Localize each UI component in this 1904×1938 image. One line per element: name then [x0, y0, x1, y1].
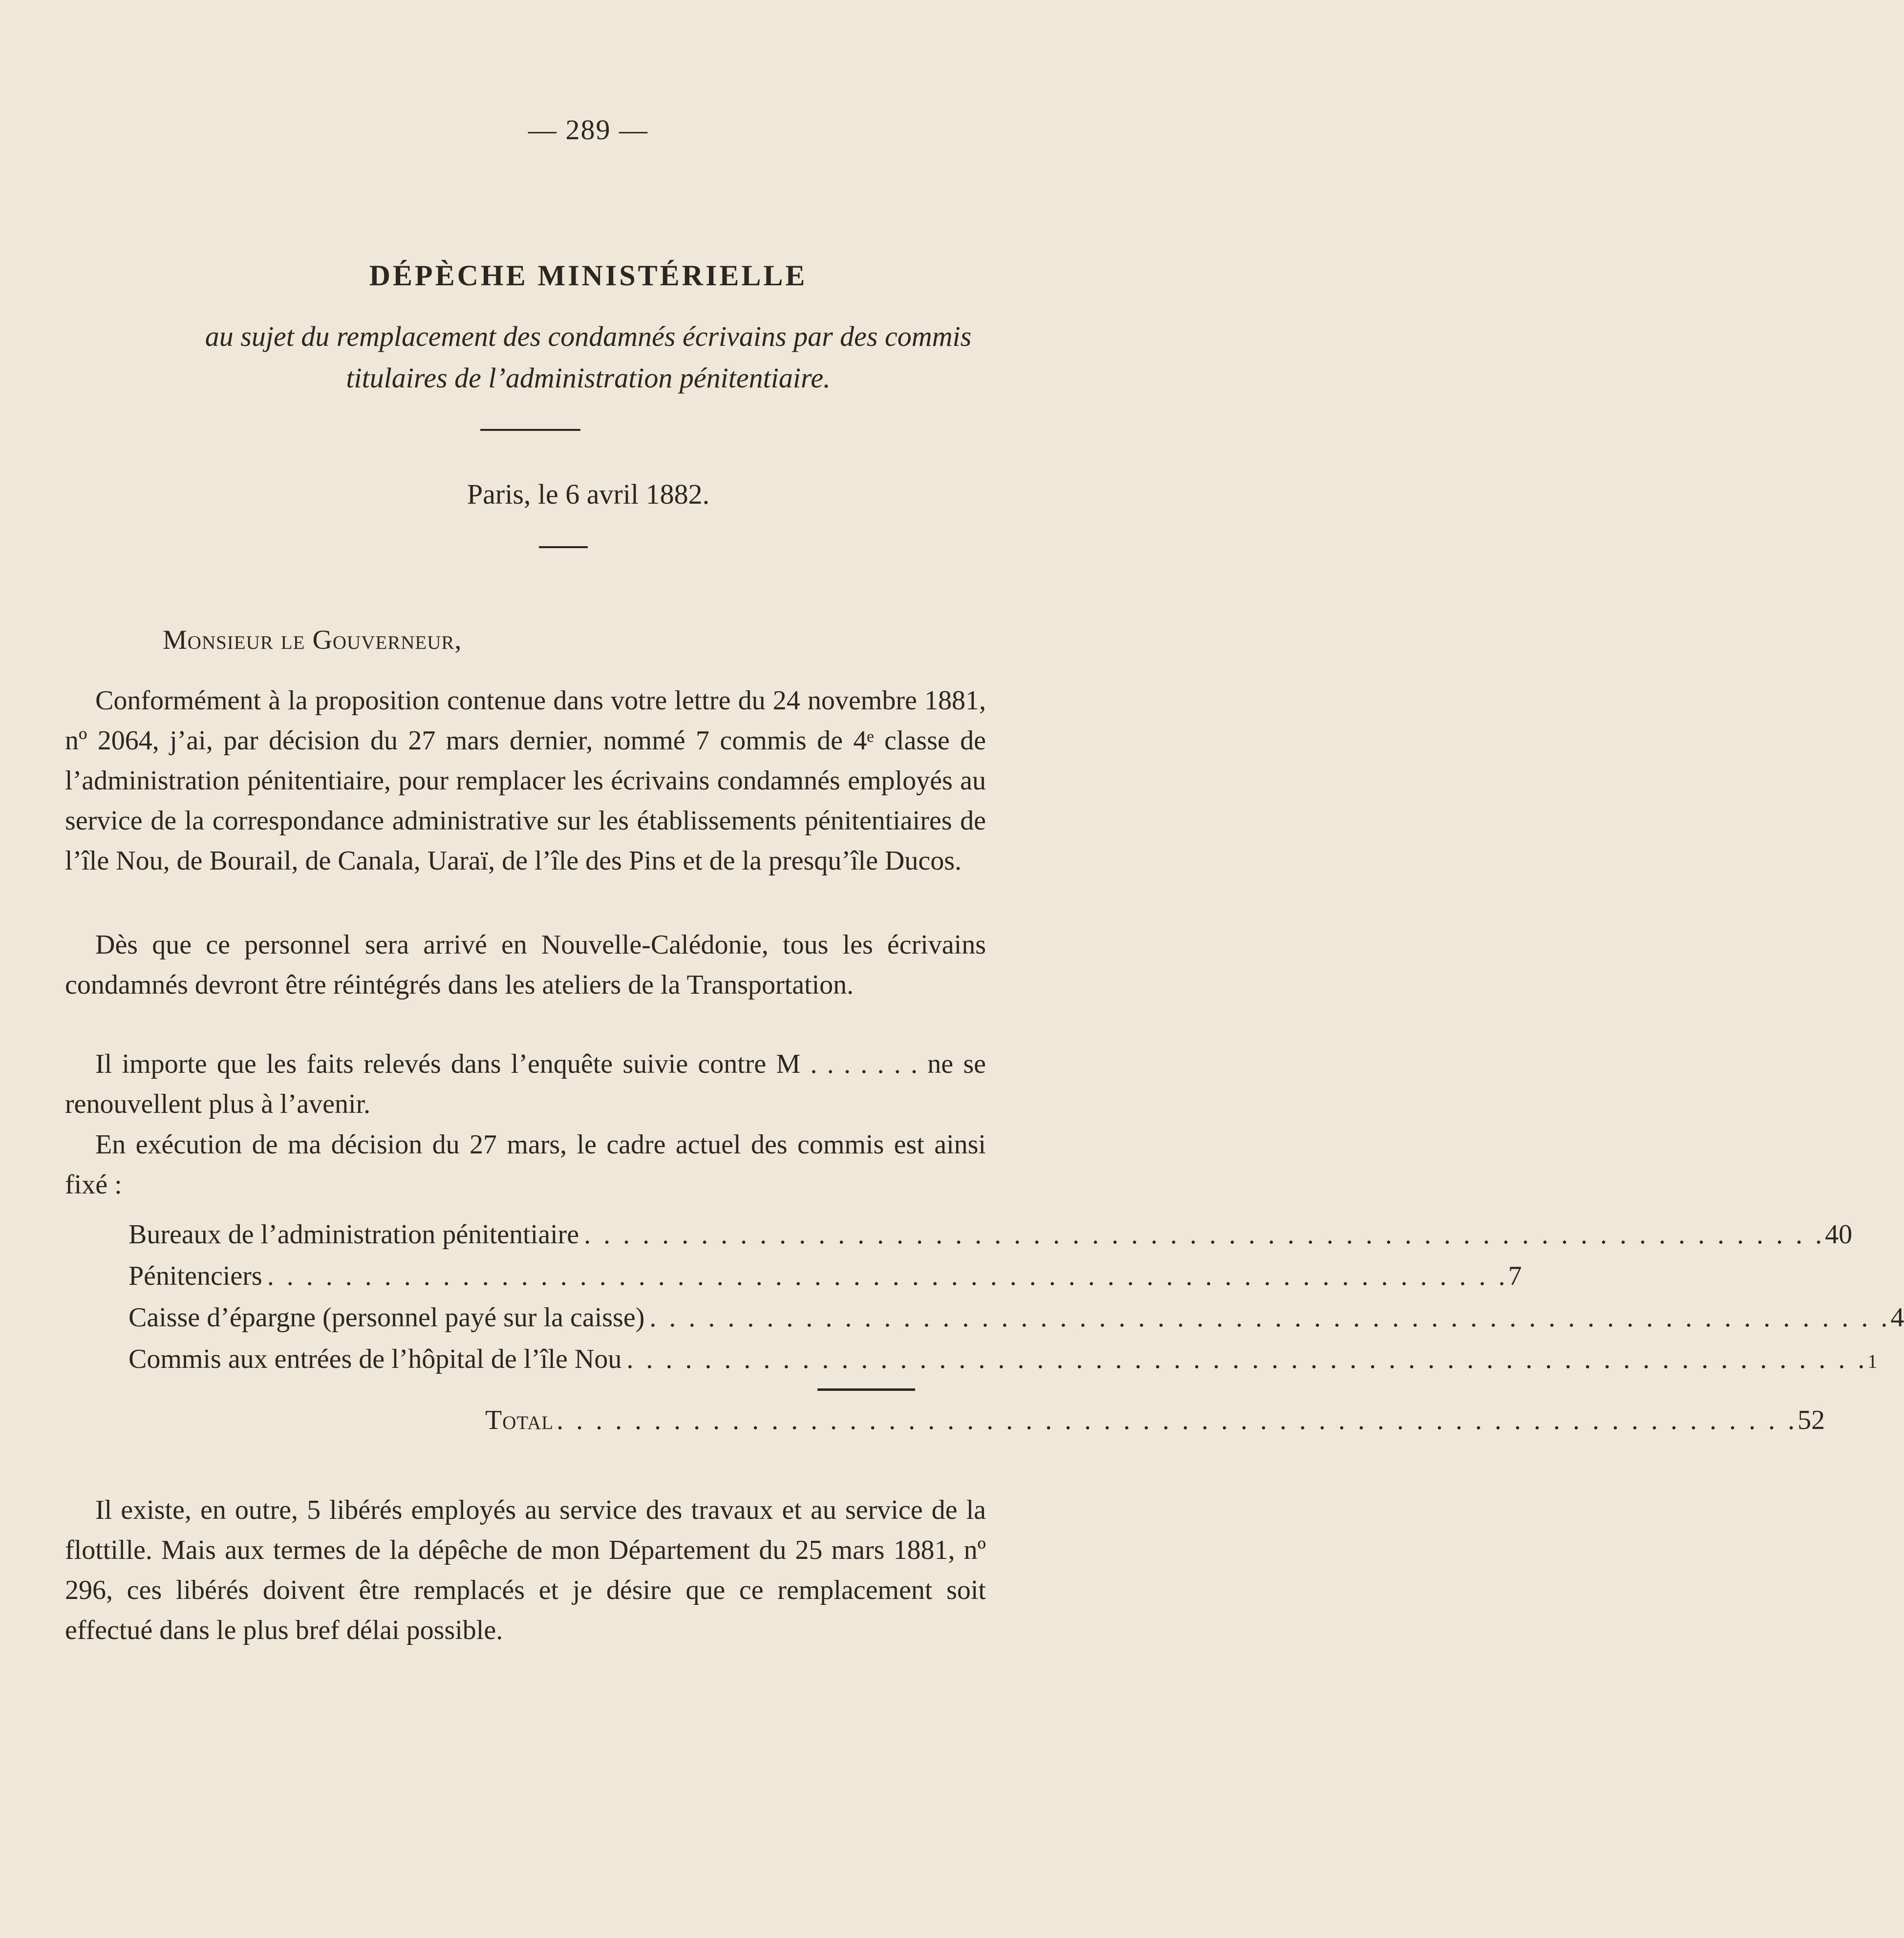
row-value: 7 — [1508, 1261, 1522, 1291]
row-value: 1 — [1867, 1350, 1878, 1372]
table-row — [128, 1260, 1522, 1300]
leader-dots: . . . . . . . . . . . . . . . . . . . . . . . . . . . . . . . . . . . . . . . . . . . . . . . . . . . . . . . . . . . . . . . . — [584, 1219, 1825, 1250]
subtitle-line-2: titulaires de l’administration pénitentiaire. — [346, 362, 831, 394]
paragraph-4: En exécution de ma décision du 27 mars, le cadre actuel des commis est ainsi fixé : — [65, 1129, 986, 1200]
place-date: Paris, le 6 avril 1882. — [467, 478, 710, 510]
table-row — [128, 1219, 1853, 1259]
leader-dots: . . . . . . . . . . . . . . . . . . . . . . . . . . . . . . . . . . . . . . . . . . . . . . . . . . . . . . . . . . . . . . . . — [556, 1405, 1798, 1435]
leader-dots: . . . . . . . . . . . . . . . . . . . . . . . . . . . . . . . . . . . . . . . . . . . . . . . . . . . . . . . . . . . . . . . . — [267, 1261, 1508, 1291]
total-label: Total — [485, 1405, 554, 1435]
row-label: Caisse d’épargne (personnel payé sur la caisse) — [128, 1302, 645, 1333]
total-value: 52 — [1797, 1405, 1825, 1435]
paragraph-1: Conformément à la proposition contenue dans votre lettre du 24 novembre 1881, nº 2064, j’ai, par décision du 27 mars dernier, nommé 7 commis de 4ᵉ classe de l’administration pénitentiaire, pour remplacer les écrivains condamnés employés au service de la correspondance administrative sur les établissements pénitentiaires de l’île Nou, de Bourail, de Canala, Uaraï, de l’île des Pins et de la presqu’île Ducos. — [65, 685, 986, 876]
table-row — [128, 1302, 1904, 1342]
paragraph-5: Il existe, en outre, 5 libérés employés au service des travaux et au service de la flottille. Mais aux termes de la dépêche de mon Département du 25 mars 1881, nº 296, ces libérés doivent être remplacés et je désire que ce remplacement soit effectué dans le plus bref délai possible. — [65, 1495, 986, 1645]
total-row — [485, 1405, 1825, 1445]
subtitle-line-1: au sujet du remplacement des condamnés écrivains par des commis — [205, 320, 972, 352]
divider-rule — [480, 429, 580, 431]
page-number: — 289 — — [528, 114, 648, 146]
row-label: Bureaux de l’administration pénitentiaire — [128, 1219, 579, 1250]
row-value: 40 — [1825, 1219, 1853, 1250]
paragraph-2: Dès que ce personnel sera arrivé en Nouvelle-Calédonie, tous les écrivains condamnés devront être réintégrés dans les ateliers de la Transportation. — [65, 930, 986, 1000]
divider-rule-short — [539, 546, 588, 548]
leader-dots: . . . . . . . . . . . . . . . . . . . . . . . . . . . . . . . . . . . . . . . . . . . . . . . . . . . . . . . . . . . . . . . . — [649, 1302, 1891, 1333]
salutation: Monsieur le Gouverneur, — [163, 625, 462, 655]
total-rule — [817, 1388, 915, 1391]
document-title: DÉPÈCHE MINISTÉRIELLE — [369, 259, 808, 292]
row-label: Commis aux entrées de l’hôpital de l’île Nou — [128, 1344, 622, 1374]
row-value: 4 — [1890, 1302, 1904, 1333]
table-row — [128, 1343, 1878, 1384]
leader-dots: . . . . . . . . . . . . . . . . . . . . . . . . . . . . . . . . . . . . . . . . . . . . . . . . . . . . . . . . . . . . . . . . — [626, 1344, 1868, 1374]
row-label: Pénitenciers — [128, 1261, 262, 1291]
paragraph-3: Il importe que les faits relevés dans l’enquête suivie contre M . . . . . . . ne se renouvellent plus à l’avenir. — [65, 1049, 986, 1119]
